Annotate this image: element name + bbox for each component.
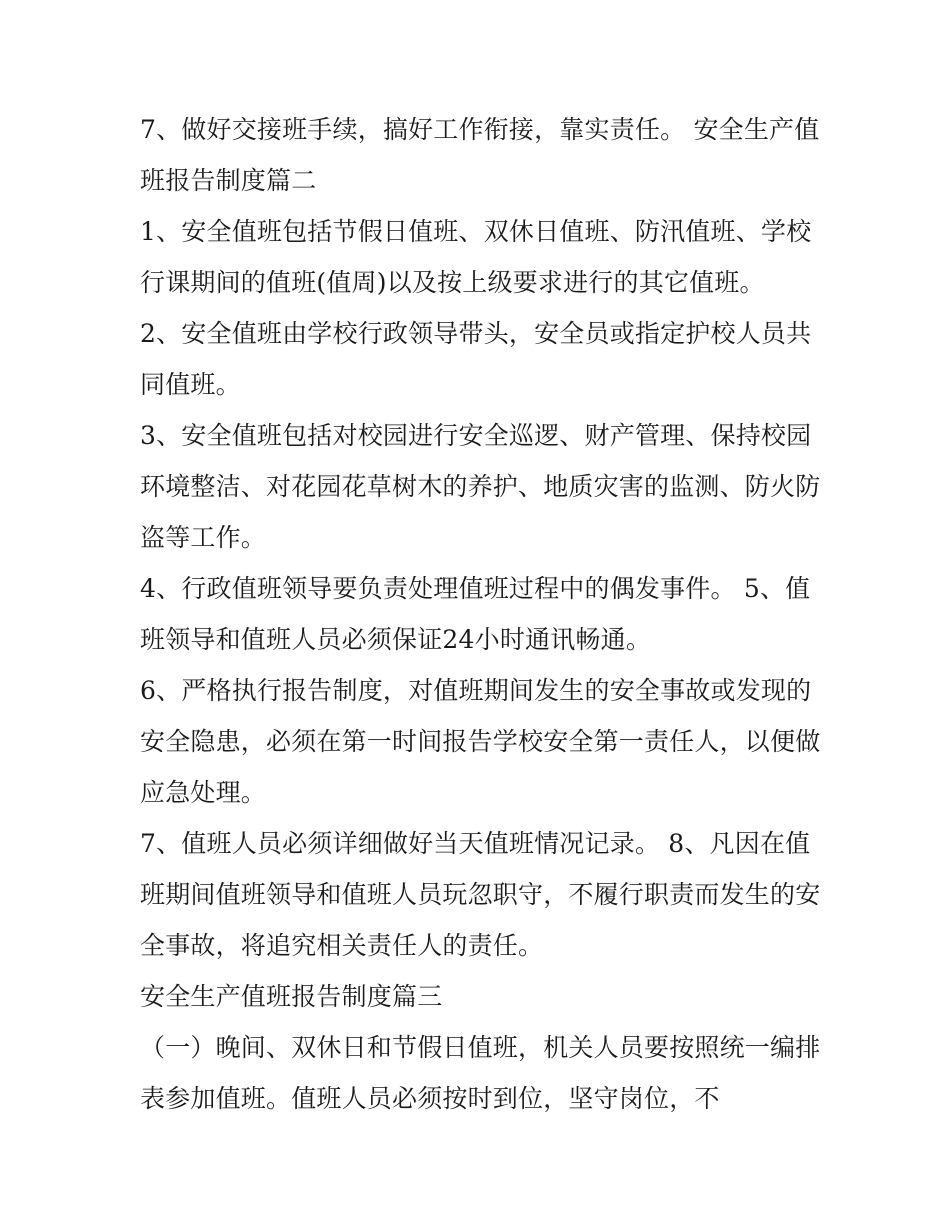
text-line-14: 应急处理。 xyxy=(140,778,267,807)
text-line-15: 7、值班人员必须详细做好当天值班情况记录。 8、凡因在值 xyxy=(140,829,811,858)
text-line-7: 3、安全值班包括对校园进行安全巡逻、财产管理、保持校园 xyxy=(140,421,812,450)
text-line-13: 安全隐患，必须在第一时间报告学校安全第一责任人，以便做 xyxy=(140,727,821,756)
text-line-9: 盗等工作。 xyxy=(140,523,267,552)
text-line-11: 班领导和值班人员必须保证24小时通讯畅通。 xyxy=(140,625,652,654)
text-line-2: 班报告制度篇二 xyxy=(140,166,317,195)
section-heading: 安全生产值班报告制度篇三 xyxy=(140,982,443,1011)
text-line-10: 4、行政值班领导要负责处理值班过程中的偶发事件。 5、值 xyxy=(140,574,811,603)
document-body xyxy=(140,104,820,1124)
text-line-8: 环境整洁、对花园花草树木的养护、地质灾害的监测、防火防 xyxy=(140,472,821,501)
text-line-6: 同值班。 xyxy=(140,370,241,399)
text-line-17: 全事故，将追究相关责任人的责任。 xyxy=(140,931,544,960)
text-line-1: 7、做好交接班手续，搞好工作衔接，靠实责任。 安全生产值 xyxy=(140,115,820,144)
text-line-20: 表参加值班。值班人员必须按时到位，坚守岗位，不 xyxy=(140,1084,720,1113)
text-line-5: 2、安全值班由学校行政领导带头，安全员或指定护校人员共 xyxy=(140,319,812,348)
text-line-12: 6、严格执行报告制度，对值班期间发生的安全事故或发现的 xyxy=(140,676,812,705)
text-line-3: 1、安全值班包括节假日值班、双休日值班、防汛值班、学校 xyxy=(140,217,812,246)
text-line-19: （一）晚间、双休日和节假日值班，机关人员要按照统一编排 xyxy=(140,1033,821,1062)
text-line-16: 班期间值班领导和值班人员玩忽职守，不履行职责而发生的安 xyxy=(140,880,821,909)
text-line-4: 行课期间的值班(值周)以及按上级要求进行的其它值班。 xyxy=(140,268,765,297)
